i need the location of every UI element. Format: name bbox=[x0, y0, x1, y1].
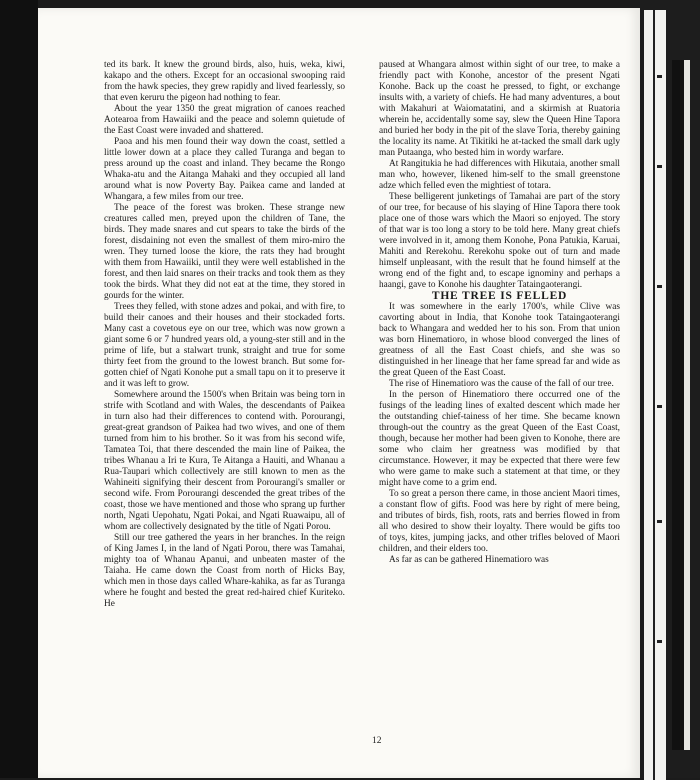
paragraph: These belligerent junketings of Tamahai are part of the story of our tree, for because of his slaying of Hine Tapora there took place one of those wars which the Maori so enjoyed. The story of that war is too long a story to be told here. Many great chiefs were involved in it, among them Konohe, Pona Patukia, Karuai, Mahiti and Rerekohu. Rerekohu spoke out of turn and made himself unpleasant, with the result that he found himself at the wrong end of the fight and, to escape ignominy and perhaps a haangi, gave to Konohe his daughter Tataingaoterangi. bbox=[379, 192, 620, 290]
paragraph: The peace of the forest was broken. These strange new creatures called men, preyed upon the children of Tane, the birds. They made snares and cut spears to take the birds of the forest, disdaining not even the smallest of them miro-miro the wren. They turned loose the kiore, the rats they had brought with them from Hawaiiki, until they were well established in the forest, and then laid snares on their tracks and took them as they took the birds. What they did not eat at the time, they stored in gourds for the winter. bbox=[104, 203, 345, 301]
paragraph: As far as can be gathered Hinematioro was bbox=[389, 555, 549, 565]
paragraph: Paoa and his men found their way down the coast, settled a little lower down at a place they called Turanga and began to press around up the coast and inland. They became the Rongo Whaka-atu and the Aitanga Mahaki and they occupied all land around what is now Poverty Bay. Paikea came and landed at Whangara, a few miles from our tree. bbox=[104, 137, 345, 202]
right-column bbox=[379, 60, 620, 566]
paragraph: It was somewhere in the early 1700's, while Clive was cavorting about in India, that Konohe took Tataingaoterangi back to Whangara and wedded her to his son. From that union was born Hinematioro, in whose blood converged the lines of greatness of all the East Coast chiefs, and she was so distinguished in her lineage that her fame spread far and wide as the great Queen of the East Coast. bbox=[379, 302, 620, 378]
section-heading: THE TREE IS FELLED bbox=[431, 290, 568, 302]
scan-left-border bbox=[0, 0, 38, 778]
binding-gutter bbox=[640, 0, 700, 778]
paragraph: About the year 1350 the great migration of canoes reached Aotearoa from Hawaiiki and the peace and solemn quietude of the East Coast were invaded and shattered. bbox=[104, 104, 345, 136]
paragraph: At Rangitukia he had differences with Hikutaia, another small man who, however, likened him-self to the small greenstone adze which felled even the mightiest of totara. bbox=[379, 159, 620, 191]
paragraph: Trees they felled, with stone adzes and pokai, and with fire, to build their canoes and their houses and their stockaded forts. Many cast a covetous eye on our tree, which was now grown a giant some 6 or 7 hundred years old, a young-ster still and in the prime of life, but a stalwart trunk, straight and true for some thirty feet from the ground to the lowest branch. But some for-gotten chief of Ngati Konohe put a small tapu on it to preserve it and it was left to grow. bbox=[104, 302, 345, 389]
left-column bbox=[104, 60, 345, 610]
paragraph: The rise of Hinematioro was the cause of the fall of our tree. bbox=[389, 379, 614, 389]
paragraph: In the person of Hinematioro there occurred one of the fusings of the leading lines of exalted descent which made her the outstanding chief-tainess of her time. She became known through-out the country as the great Queen of the East Coast, though, because her mother had been given to Konohe, there are some who claim her greatness was modified by that circumstance. However, it may be expected that there were few who were game to make such a statement at that time, or they might have come to a grim end. bbox=[379, 390, 620, 488]
paragraph: paused at Whangara almost within sight of our tree, to make a friendly pact with Konohe, ancestor of the present Ngati Konohe. Back up the coast he pressed, to fight, or exchange insults with, a variety of chiefs. He had many adventures, a bout with Makahuri at Waiomatatini, and a skirmish at Ruatoria wherein he, accidentally some say, slew the Queen Hine Tapora and buried her body in the pit of the slave Toria, thereby gaining the locality its name. At Tikitiki he at-tacked the small dark ugly man Putaanga, who bested him in wordy warfare. bbox=[379, 60, 620, 158]
paragraph: Still our tree gathered the years in her branches. In the reign of King James I, in the land of Ngati Porou, there was Tamahai, mighty toa of Whanau Apanui, and unbeaten master of the Taiaha. He came down the Coast from north of Hicks Bay, which men in those days called Whare-kahika, as far as Turanga where he fought and bested the great red-haired chief Kuriteko. He bbox=[104, 533, 345, 609]
page-number: 12 bbox=[372, 736, 382, 746]
paragraph: ted its bark. It knew the ground birds, also, huis, weka, kiwi, kakapo and the others. Except for an occasional swooping raid from the hawk species, they grew rapidly and lived fearlessly, so that even keruru the pigeon had nothing to fear. bbox=[104, 60, 345, 103]
paragraph: Somewhere around the 1500's when Britain was being torn in strife with Scotland and with Wales, the descendants of Paikea in turn also had their differences to contend with. Porourangi, great-great grandson of Paikea had two wives, and one of them turned from him to his brother. So it was from his second wife, Tamatea Toi, that there descended the main line of Paikea, the tribes Whanau a Iri te Kura, Te Aitanga a Hauiti, and Whanau a Rua-Taupari which collectively are still known to men as the Wahineiti signifying their descent from Porourangi's smaller or second wife. From Porourangi descended the great tribes of the coast, those we have mentioned and those who sprang up further north, Ngati Uepohatu, Ngati Pokai, and Ngati Ruawaipu, all of whom are collectively designated by the title of Ngati Porou. bbox=[104, 390, 345, 532]
paragraph: To so great a person there came, in those ancient Maori times, a constant flow of gifts. Food was here by right of mere being, and tributes of birds, fish, roots, rats and berries flowed in from all who desired to show their loyalty. There would be gifts too of toys, kites, jumping jacks, and other trifles beloved of Maori children, and their elders too. bbox=[379, 489, 620, 554]
